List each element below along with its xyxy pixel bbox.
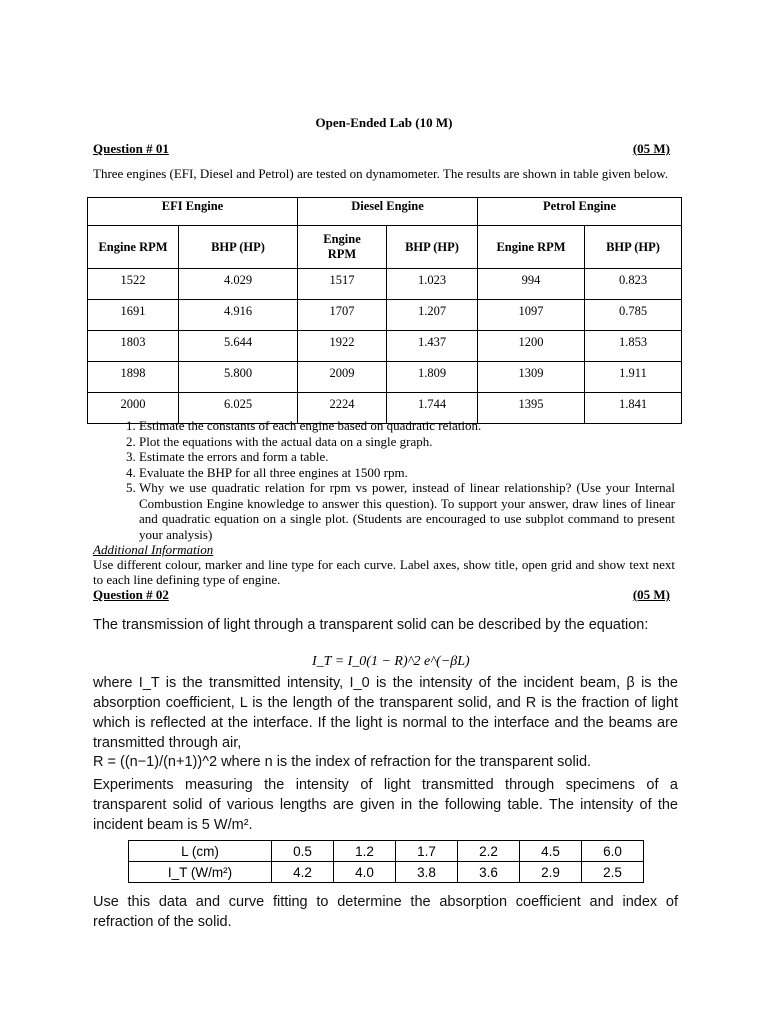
table-row: [88, 300, 682, 331]
task-list: [93, 418, 675, 542]
table-cell: 2.5: [582, 862, 644, 883]
table-row: [88, 362, 682, 393]
group-diesel: Diesel Engine: [298, 198, 478, 226]
page-title: Open-Ended Lab (10 M): [315, 115, 453, 130]
task-item: 4. Evaluate the BHP for all three engines at 1500 rpm.: [139, 465, 675, 481]
table-cell: 1.911: [585, 362, 682, 393]
table-cell: 6.025: [179, 393, 298, 424]
group-petrol: Petrol Engine: [478, 198, 682, 226]
question-1-marks: (05 M): [632, 141, 670, 156]
table-cell: 3.6: [458, 862, 520, 883]
task-item: 1. Estimate the constants of each engine based on quadratic relation.: [139, 418, 675, 434]
table-cell: 2.9: [520, 862, 582, 883]
row-label: I_T (W/m²): [129, 862, 272, 883]
table-cell: 1395: [478, 393, 585, 424]
table-cell: 1.437: [387, 331, 478, 362]
table-cell: 1200: [478, 331, 585, 362]
col-header: BHP (HP): [179, 226, 298, 269]
col-header: [298, 226, 387, 269]
reflection-equation-line: R = ((n−1)/(n+1))^2 where n is the index of refraction for the transparent solid.: [93, 754, 592, 770]
task-item: 5. Why we use quadratic relation for rpm vs power, instead of linear relationship? (Use your Internal Combustion Engine knowledge to answer this question). To support your answer, draw lines of linear and quadratic equation on a single plot. (Students are encouraged to use subplot command to present your analysis): [139, 480, 675, 542]
additional-info-text: Use different colour, marker and line type for each curve. Label axes, show title, open grid and show text next to each line defining type of engine.: [93, 557, 675, 587]
table-cell: 4.916: [179, 300, 298, 331]
col-header: BHP (HP): [387, 226, 478, 269]
col-header: Engine RPM: [88, 226, 179, 269]
table-cell: 1309: [478, 362, 585, 393]
table-cell: 6.0: [582, 841, 644, 862]
table-cell: 0.5: [272, 841, 334, 862]
engine-table-group-row: [88, 198, 682, 226]
transmission-equation: I_T = I_0(1 − R)^2 e^(−βL): [312, 654, 470, 669]
table-cell: 1707: [298, 300, 387, 331]
table-cell: 1.853: [585, 331, 682, 362]
table-cell: 0.785: [585, 300, 682, 331]
table-cell: 4.029: [179, 269, 298, 300]
table-cell: 1922: [298, 331, 387, 362]
table-cell: 994: [478, 269, 585, 300]
question-1-header: [93, 141, 670, 157]
question-1-intro: Three engines (EFI, Diesel and Petrol) are tested on dynamometer. The results are shown in table given below.: [93, 166, 669, 181]
question-2-intro: The transmission of light through a transparent solid can be described by the equation:: [93, 617, 649, 633]
question-2-experiment: Experiments measuring the intensity of light transmitted through specimens of a transparent solid of various lengths are given in the following table. The intensity of the incident beam is 5 W/m².: [93, 777, 678, 833]
table-cell: 2.2: [458, 841, 520, 862]
table-cell: 1.809: [387, 362, 478, 393]
col-header: Engine RPM: [478, 226, 585, 269]
question-2-header: [93, 587, 670, 603]
question-2-definitions: where I_T is the transmitted intensity, I_0 is the intensity of the incident beam, β is the absorption coefficient, L is the length of the transparent solid, and R is the fraction of light which is reflected at the interface. If the light is normal to the interface and the beams are transmitted through air,: [93, 675, 678, 751]
table-cell: 5.644: [179, 331, 298, 362]
question-2-marks: (05 M): [632, 587, 670, 602]
task-item: 2. Plot the equations with the actual data on a single graph.: [139, 434, 675, 450]
table-row: [88, 269, 682, 300]
table-row: [129, 841, 644, 862]
table-cell: 1.2: [334, 841, 396, 862]
table-cell: 1898: [88, 362, 179, 393]
table-cell: 5.800: [179, 362, 298, 393]
table-cell: 1097: [478, 300, 585, 331]
length-intensity-table: [128, 840, 644, 883]
row-label: L (cm): [129, 841, 272, 862]
table-cell: 4.5: [520, 841, 582, 862]
col-header: BHP (HP): [585, 226, 682, 269]
table-cell: 1691: [88, 300, 179, 331]
col-header-text: Engine RPM: [323, 232, 361, 261]
question-1-label: Question # 01: [93, 141, 169, 156]
table-cell: 1.744: [387, 393, 478, 424]
group-efi: EFI Engine: [88, 198, 298, 226]
question-2-task: Use this data and curve fitting to determine the absorption coefficient and index of refraction of the solid.: [93, 894, 678, 930]
table-cell: 2000: [88, 393, 179, 424]
engine-table: [87, 197, 682, 424]
table-cell: 0.823: [585, 269, 682, 300]
engine-table-header-row: [88, 226, 682, 269]
table-cell: 2009: [298, 362, 387, 393]
table-cell: 1.023: [387, 269, 478, 300]
table-row: [129, 862, 644, 883]
table-cell: 1803: [88, 331, 179, 362]
table-cell: 4.0: [334, 862, 396, 883]
table-cell: 1.841: [585, 393, 682, 424]
table-cell: 1517: [298, 269, 387, 300]
table-cell: 1.7: [396, 841, 458, 862]
table-cell: 4.2: [272, 862, 334, 883]
table-cell: 1.207: [387, 300, 478, 331]
task-item: 3. Estimate the errors and form a table.: [139, 449, 675, 465]
additional-info-label: Additional Information: [93, 542, 214, 557]
table-cell: 3.8: [396, 862, 458, 883]
question-2-label: Question # 02: [93, 587, 169, 602]
table-cell: 2224: [298, 393, 387, 424]
table-row: [88, 331, 682, 362]
table-cell: 1522: [88, 269, 179, 300]
